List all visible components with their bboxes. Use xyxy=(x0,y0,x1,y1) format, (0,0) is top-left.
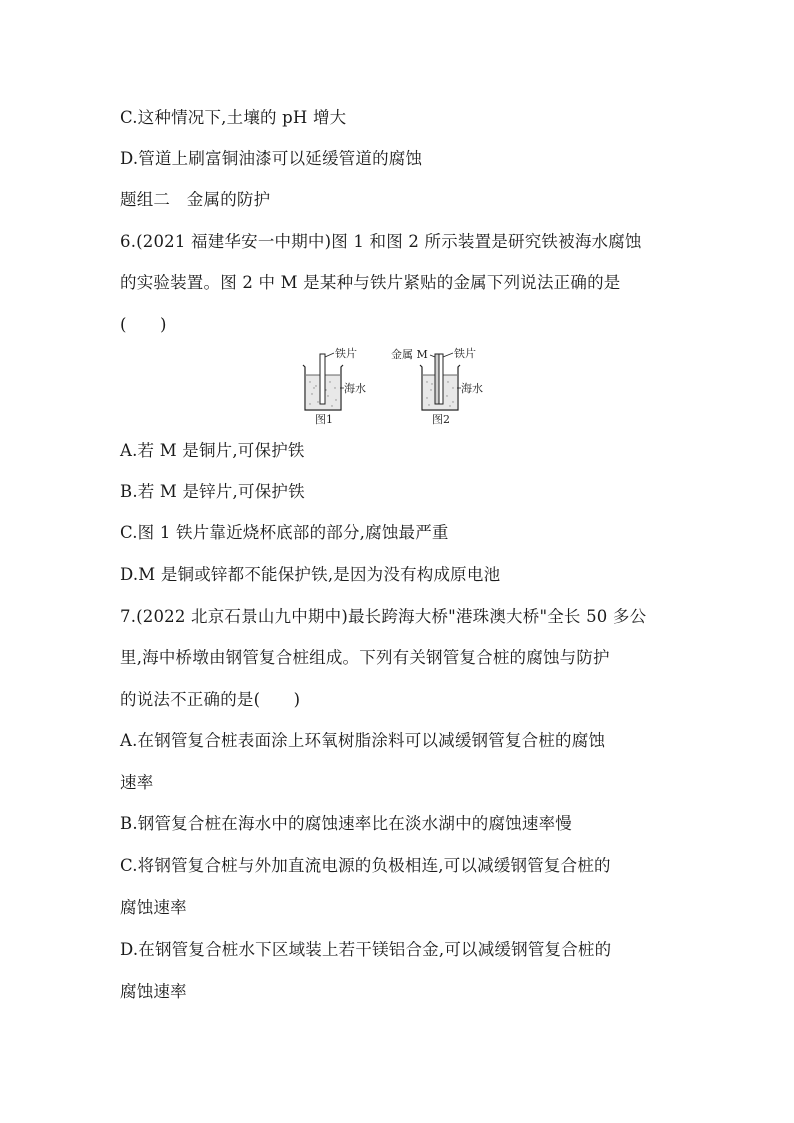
q7-option-b: B.钢管复合桩在海水中的腐蚀速率比在淡水湖中的腐蚀速率慢 xyxy=(120,814,572,833)
fig2-metal-leader xyxy=(430,355,435,357)
figure-1 xyxy=(303,346,366,426)
q7-option-a-line-1: A.在钢管复合桩表面涂上环氧树脂涂料可以减缓钢管复合桩的腐蚀 xyxy=(120,731,606,750)
q6-stem-line-2: 的实验装置。图 2 中 M 是某种与铁片紧贴的金属下列说法正确的是 xyxy=(120,273,621,292)
q6-stem-line-3: ( ) xyxy=(120,315,167,334)
q6-option-b: B.若 M 是锌片,可保护铁 xyxy=(120,482,305,501)
q6-figure xyxy=(290,344,500,428)
experiment-diagram xyxy=(290,344,500,428)
q6-stem-line-1: 6.(2021 福建华安一中期中)图 1 和图 2 所示装置是研究铁被海水腐蚀 xyxy=(120,232,642,251)
q7-option-a-line-2: 速率 xyxy=(120,773,154,792)
q7-option-c-line-1: C.将钢管复合桩与外加直流电源的负极相连,可以减缓钢管复合桩的 xyxy=(120,856,611,875)
fig2-iron-label: 铁片 xyxy=(454,347,476,360)
section-title: 题组二 金属的防护 xyxy=(120,190,271,209)
q5-option-c: C.这种情况下,土壤的 pH 增大 xyxy=(120,108,347,127)
fig2-water-label: 海水 xyxy=(461,382,483,395)
q7-stem-line-2: 里,海中桥墩由钢管复合桩组成。下列有关钢管复合桩的腐蚀与防护 xyxy=(120,648,610,667)
fig1-water-label: 海水 xyxy=(344,382,366,395)
fig2-iron-leader xyxy=(443,353,453,357)
q6-option-d: D.M 是铜或锌都不能保护铁,是因为没有构成原电池 xyxy=(120,565,501,584)
q7-stem-line-1: 7.(2022 北京石景山九中期中)最长跨海大桥"港珠澳大桥"全长 50 多公 xyxy=(120,607,647,626)
q7-option-d-line-1: D.在钢管复合桩水下区域装上若干镁铝合金,可以减缓钢管复合桩的 xyxy=(120,940,612,959)
fig1-caption: 图1 xyxy=(315,413,333,426)
q7-option-d-line-2: 腐蚀速率 xyxy=(120,982,187,1001)
q6-option-c: C.图 1 铁片靠近烧杯底部的部分,腐蚀最严重 xyxy=(120,523,449,542)
fig1-iron-leader xyxy=(325,353,334,357)
fig2-iron-sheet xyxy=(439,354,443,404)
q6-option-a: A.若 M 是铜片,可保护铁 xyxy=(120,441,305,460)
fig1-iron-sheet xyxy=(320,354,325,404)
q7-stem-line-3: 的说法不正确的是( ) xyxy=(120,690,301,709)
fig2-metal-label: 金属 M xyxy=(391,348,428,361)
fig1-iron-label: 铁片 xyxy=(335,347,357,360)
q5-option-d: D.管道上刷富铜油漆可以延缓管道的腐蚀 xyxy=(120,149,423,168)
q7-option-c-line-2: 腐蚀速率 xyxy=(120,898,187,917)
figure-2 xyxy=(391,346,483,426)
fig2-metal-m-sheet xyxy=(435,354,439,404)
fig2-caption: 图2 xyxy=(432,413,450,426)
